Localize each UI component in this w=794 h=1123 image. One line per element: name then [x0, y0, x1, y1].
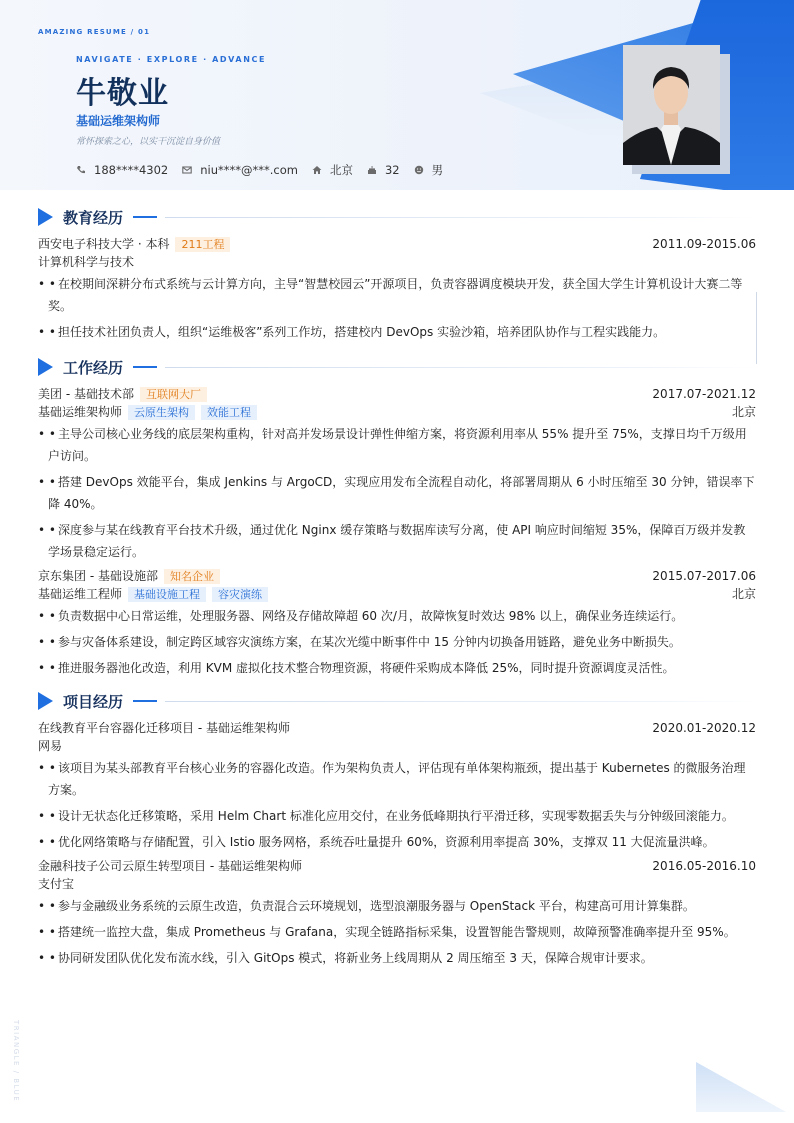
bullet-marker: • •: [38, 325, 56, 339]
list-item: [38, 947, 756, 969]
section-triangle-icon: [38, 692, 53, 710]
bullet-marker: • •: [38, 809, 56, 823]
project-entry: [38, 857, 756, 969]
company-tag: 互联网大厂: [140, 387, 207, 402]
side-label: TRIANGLE / BLUE: [12, 1020, 20, 1103]
company-name: 京东集团 - 基础设施部: [38, 569, 158, 583]
entry-heading: [38, 385, 756, 403]
home-icon: [312, 165, 322, 175]
position-row: [38, 585, 756, 603]
smiley-icon: [414, 165, 424, 175]
major: 计算机科学与技术: [38, 255, 135, 269]
list-item: [38, 423, 756, 467]
entry-date: 2017.07-2021.12: [652, 387, 756, 401]
skill-tag: 基础设施工程: [128, 587, 206, 602]
bullet-list: [38, 605, 756, 679]
education-entry: [38, 235, 756, 343]
contact-bar: [76, 162, 457, 178]
email-address: niu****@***.com: [200, 163, 298, 177]
contact-gender: [414, 162, 444, 178]
entry-heading: [38, 719, 756, 737]
position-row: [38, 403, 756, 421]
position-title: 基础运维架构师: [38, 405, 123, 419]
bullet-text: 参与灾备体系建设，制定跨区域容灾演练方案，在某次光缆中断事件中 15 分钟内切换备用链路，避免业务中断损失。: [57, 635, 681, 649]
list-item: [38, 471, 756, 515]
cake-icon: [367, 165, 377, 175]
bullet-text: 参与金融级业务系统的云原生改造，负责混合云环境规划，选型浪潮服务器与 OpenStack 平台，构建高可用计算集群。: [57, 899, 695, 913]
location: 北京: [731, 587, 756, 601]
entry-date: 2015.07-2017.06: [652, 569, 756, 583]
project-name: 在线教育平台容器化迁移项目 - 基础运维架构师: [38, 721, 290, 735]
company-name: 美团 - 基础技术部: [38, 387, 134, 401]
list-item: [38, 631, 756, 653]
list-item: [38, 519, 756, 563]
location: 北京: [731, 405, 756, 419]
bullet-text: 深度参与某在线教育平台技术升级，通过优化 Nginx 缓存策略与数据库读写分离，使 API 响应时间缩短 35%，保障百万级并发教学场景稳定运行。: [48, 523, 746, 559]
list-item: [38, 605, 756, 627]
profile-photo: [623, 45, 720, 165]
bullet-text: 协同研发团队优化发布流水线，引入 GitOps 模式，将新业务上线周期从 2 周压缩至 3 天，保障合规审计要求。: [57, 951, 653, 965]
bullet-text: 担任技术社团负责人，组织“运维极客”系列工作坊，搭建校内 DevOps 实验沙箱，培养团队协作与工程实践能力。: [57, 325, 666, 339]
bullet-text: 在校期间深耕分布式系统与云计算方向，主导“智慧校园云”开源项目，负责容器调度模块开发，获全国大学生计算机设计大赛二等奖。: [48, 277, 743, 313]
section-divider: [165, 701, 756, 702]
project-entry: [38, 719, 756, 853]
bullet-marker: • •: [38, 899, 56, 913]
entry-heading: [38, 857, 756, 875]
section-header: [38, 357, 756, 377]
bullet-list: [38, 757, 756, 853]
candidate-motto: 常怀探索之心，以实干沉淀自身价值: [76, 137, 221, 147]
gender: 男: [431, 163, 444, 177]
bullet-marker: • •: [38, 761, 56, 775]
bullet-marker: • •: [38, 951, 56, 965]
entry-heading: [38, 235, 756, 253]
tagline: NAVIGATE · EXPLORE · ADVANCE: [76, 55, 267, 64]
entry-heading: [38, 567, 756, 585]
corner-decoration-triangle: [696, 1062, 786, 1112]
projects-section: [38, 691, 756, 973]
brand-label: AMAZING RESUME / 01: [38, 28, 151, 36]
section-triangle-icon: [38, 208, 53, 226]
portrait-image: [623, 45, 720, 165]
project-name: 金融科技子公司云原生转型项目 - 基础运维架构师: [38, 859, 302, 873]
candidate-role: 基础运维架构师: [76, 114, 161, 128]
bullet-marker: • •: [38, 925, 56, 939]
work-entry: [38, 567, 756, 679]
contact-email: [182, 163, 298, 177]
bullet-marker: • •: [38, 277, 56, 291]
age: 32: [384, 163, 400, 177]
bullet-text: 推进服务器池化改造，利用 KVM 虚拟化技术整合物理资源，将硬件采购成本降低 25%，同时提升资源调度灵活性。: [57, 661, 675, 675]
bullet-marker: • •: [38, 523, 56, 537]
section-dash: [133, 216, 157, 218]
section-triangle-icon: [38, 358, 53, 376]
project-org: 支付宝: [38, 877, 75, 891]
education-section: [38, 207, 756, 347]
list-item: [38, 805, 756, 827]
list-item: [38, 921, 756, 943]
entry-date: 2011.09-2015.06: [652, 237, 756, 251]
bullet-marker: • •: [38, 609, 56, 623]
bullet-text: 负责数据中心日常运维，处理服务器、网络及存储故障超 60 次/月，故障恢复时效达 98% 以上，确保业务连续运行。: [57, 609, 684, 623]
section-dash: [133, 366, 157, 368]
position-title: 基础运维工程师: [38, 587, 123, 601]
section-divider: [165, 367, 756, 368]
list-item: [38, 657, 756, 679]
skill-tag: 容灾演练: [212, 587, 268, 602]
list-item: [38, 831, 756, 853]
contact-phone: [76, 163, 168, 177]
bullet-marker: • •: [38, 835, 56, 849]
section-title: 项目经历: [63, 692, 124, 711]
school-name: 西安电子科技大学 · 本科: [38, 237, 170, 251]
bullet-marker: • •: [38, 635, 56, 649]
contact-city: [312, 162, 353, 178]
city: 北京: [329, 163, 353, 177]
section-dash: [133, 700, 157, 702]
section-header: [38, 207, 756, 227]
phone-number: 188****4302: [94, 163, 169, 177]
list-item: [38, 757, 756, 801]
bullet-list: [38, 423, 756, 563]
bullet-text: 优化网络策略与存储配置，引入 Istio 服务网格，系统吞吐量提升 60%，资源利用率提高 30%，支撑双 11 大促流量洪峰。: [57, 835, 715, 849]
bullet-text: 设计无状态化迁移策略，采用 Helm Chart 标准化应用交付，在业务低峰期执行平滑迁移，实现零数据丢失与分钟级回滚能力。: [57, 809, 734, 823]
section-divider: [165, 217, 756, 218]
list-item: [38, 321, 756, 343]
phone-icon: [76, 165, 86, 175]
entry-date: 2016.05-2016.10: [652, 859, 756, 873]
decor-vertical-line: [756, 292, 757, 364]
bullet-text: 搭建统一监控大盘，集成 Prometheus 与 Grafana，实现全链路指标采集，设置智能告警规则，故障预警准确率提升至 95%。: [57, 925, 736, 939]
section-header: [38, 691, 756, 711]
list-item: [38, 895, 756, 917]
contact-age: [367, 163, 400, 177]
bullet-text: 搭建 DevOps 效能平台，集成 Jenkins 与 ArgoCD，实现应用发布全流程自动化，将部署周期从 6 小时压缩至 30 分钟，错误率下降 40%。: [48, 475, 755, 511]
skill-tag: 效能工程: [201, 405, 257, 420]
mail-icon: [182, 165, 192, 175]
bullet-marker: • •: [38, 661, 56, 675]
project-org: 网易: [38, 739, 63, 753]
bullet-list: [38, 273, 756, 343]
bullet-text: 主导公司核心业务线的底层架构重构，针对高并发场景设计弹性伸缩方案，将资源利用率从 55% 提升至 75%，支撑日均千万级用户访问。: [48, 427, 747, 463]
school-tag: 211工程: [175, 237, 230, 252]
company-tag: 知名企业: [164, 569, 220, 584]
candidate-name: 牛敬业: [76, 76, 169, 111]
work-section: [38, 357, 756, 683]
section-title: 教育经历: [63, 208, 124, 227]
bullet-text: 该项目为某头部教育平台核心业务的容器化改造。作为架构负责人，评估现有单体架构瓶颈，提出基于 Kubernetes 的微服务治理方案。: [48, 761, 746, 797]
bullet-marker: • •: [38, 475, 56, 489]
section-title: 工作经历: [63, 358, 124, 377]
skill-tag: 云原生架构: [128, 405, 195, 420]
work-entry: [38, 385, 756, 563]
entry-date: 2020.01-2020.12: [652, 721, 756, 735]
list-item: [38, 273, 756, 317]
bullet-marker: • •: [38, 427, 56, 441]
bullet-list: [38, 895, 756, 969]
